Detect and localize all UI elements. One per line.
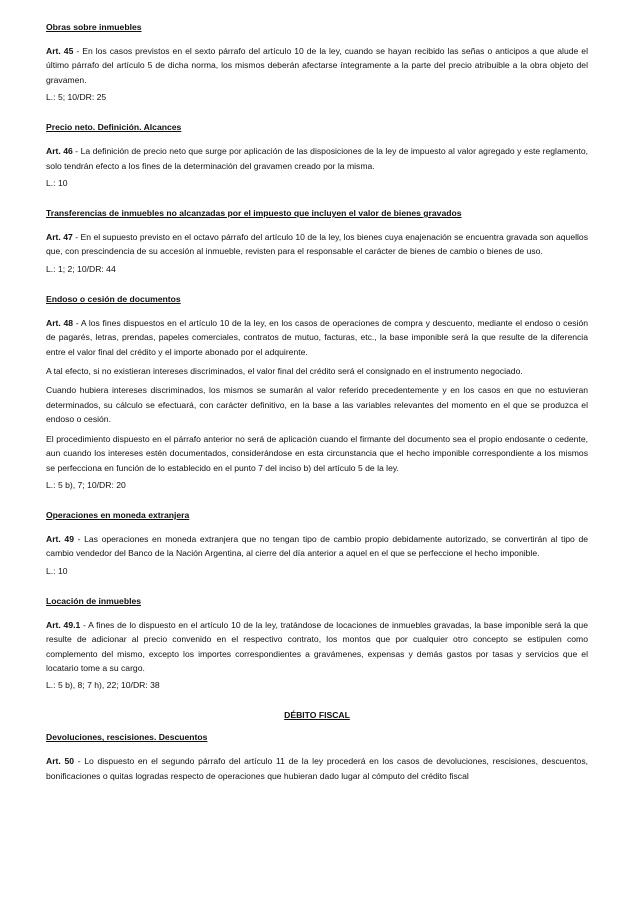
- section-locacion-inmuebles: [46, 596, 588, 692]
- section-heading: Transferencias de inmuebles no alcanzadas por el impuesto que incluyen el valor de bienes gravados: [46, 208, 462, 219]
- legal-reference: L.: 10: [46, 178, 68, 189]
- section-heading: Devoluciones, rescisiones. Descuentos: [46, 732, 208, 743]
- article-number: Art. 49: [46, 533, 74, 544]
- section-precio-neto: [46, 122, 588, 189]
- section-heading: Operaciones en moneda extranjera: [46, 509, 190, 520]
- article-paragraph: [46, 230, 588, 259]
- article-paragraph: [46, 618, 588, 676]
- paragraph: El procedimiento dispuesto en el párrafo anterior no será de aplicación cuando el firmante del documento sea el propio endosante o cedente, aun cuando los intereses estén documentados, considerándose en esta circunstancia que el hecho imponible correspondiente a los mismos se perfecciona en función de lo establecido en el punto 7 del inciso b) del artículo 5 de la ley.: [46, 433, 588, 473]
- legal-reference: L.: 5 b), 7; 10/DR: 20: [46, 479, 126, 490]
- article-text: - En el supuesto previsto en el octavo párrafo del artículo 10 de la ley, los bienes cuya enajenación se encuentra gravada son aquellos que, con prescindencia de su accesión al inmueble, revisten para el responsable el carácter de bienes de cambio o bienes de uso.: [46, 232, 589, 257]
- article-number: Art. 50: [46, 756, 75, 767]
- article-number: Art. 49.1: [46, 619, 81, 630]
- article-paragraph: [46, 316, 588, 359]
- section-transferencias-inmuebles: [46, 208, 588, 275]
- article-text: - Las operaciones en moneda extranjera que no tengan tipo de cambio propio debidamente autorizado, se convertirán al tipo de cambio vendedor del Banco de la Nación Argentina, al cierre del día anterior a aquel en el que se perfeccione el hecho imponible.: [46, 533, 589, 559]
- legal-reference: L.: 10: [46, 565, 68, 576]
- paragraph: Cuando hubiera intereses discriminados, los mismos se sumarán al valor referido precedentemente y en los casos en que no estuvieran determinados, su cálculo se efectuará, con carácter definitivo, en la base a las variables relevantes del momento en el que se produzca el endoso o cesión.: [46, 385, 588, 425]
- article-text: - Lo dispuesto en el segundo párrafo del artículo 11 de la ley procederá en los casos de devoluciones, rescisiones, descuentos, bonificaciones o quitas logradas respecto de operaciones que hubieran dado lugar al cómputo del crédito fiscal: [46, 756, 588, 781]
- legal-reference: L.: 5; 10/DR: 25: [46, 92, 107, 103]
- article-paragraph: [46, 532, 588, 561]
- article-text: - A los fines dispuestos en el artículo 10 de la ley, en los casos de operaciones de compra y descuento, mediante el endoso o cesión de pagarés, letras, prendas, papeles comerciales, contratos de mutuo, facturas, etc., la base imponible será la que resulte de la diferencia entre el valor final del crédito y el importe abonado por el adquirente.: [46, 317, 589, 357]
- paragraph: A tal efecto, si no existieran intereses discriminados, el valor final del crédito será el consignado en el instrumento negociado.: [46, 366, 523, 377]
- article-paragraph: [46, 754, 588, 783]
- article-text: - La definición de precio neto que surge por aplicación de las disposiciones de la ley de impuesto al valor agregado y este reglamento, solo tendrán efecto a los fines de la determinación del gravamen creado por la misma.: [46, 146, 589, 171]
- legal-reference: L.: 1; 2; 10/DR: 44: [46, 263, 116, 274]
- section-heading: Precio neto. Definición. Alcances: [46, 122, 182, 133]
- article-number: Art. 47: [46, 232, 73, 243]
- section-moneda-extranjera: [46, 510, 588, 577]
- article-paragraph: [46, 144, 588, 173]
- section-heading: Obras sobre inmuebles: [46, 22, 142, 32]
- article-number: Art. 46: [46, 146, 73, 157]
- chapter-title: DÉBITO FISCAL: [284, 710, 350, 721]
- article-number: Art. 48: [46, 317, 74, 328]
- section-obras-sobre-inmuebles: [46, 22, 588, 103]
- legal-reference: L.: 5 b), 8; 7 h), 22; 10/DR: 38: [46, 680, 160, 691]
- article-paragraph: [46, 44, 588, 87]
- article-text: - A fines de lo dispuesto en el artículo 10 de la ley, tratándose de locaciones de inmuebles gravadas, la base imponible será la que resulte de adicionar al precio convenido en el respectivo contrato, los montos que por cualquier otro concepto se estipulen como complemento del mismo, excepto los importes correspondientes a gravámenes, expensas y demás gastos por tasas y servicios que el locatario tome a su cargo.: [46, 619, 588, 673]
- section-heading: Locación de inmuebles: [46, 595, 142, 606]
- section-heading: Endoso o cesión de documentos: [46, 293, 181, 304]
- section-debito-fiscal: [46, 710, 588, 783]
- article-text: - En los casos previstos en el sexto párrafo del artículo 10 de la ley, cuando se hayan recibido las señas o anticipos a que alude el último párrafo del artículo 5 de dicha norma, los mismos deberán afectarse íntegramente a la parte del precio atribuible a la obra objeto del gravamen.: [46, 46, 588, 85]
- section-endoso-cesion: [46, 294, 588, 491]
- article-number: Art. 45: [46, 46, 74, 56]
